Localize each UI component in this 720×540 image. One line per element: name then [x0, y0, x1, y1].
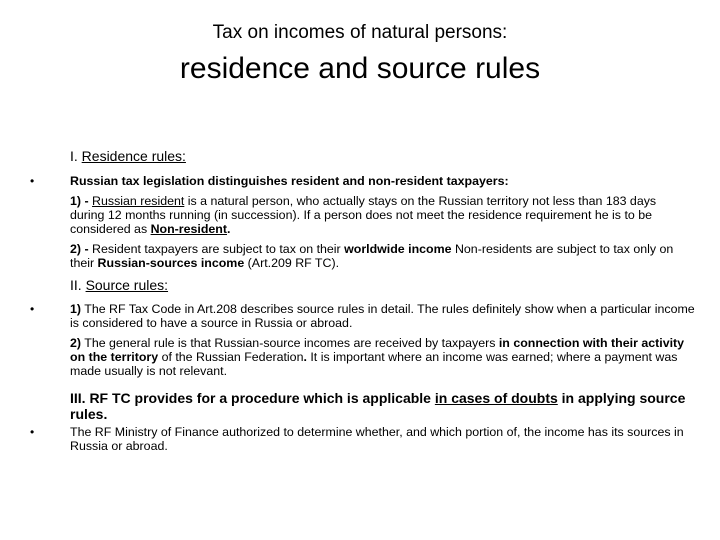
section1-intro: Russian tax legislation distinguishes resident and non-resident taxpayers:: [70, 174, 509, 188]
section1-item2-text2: Non-residents are subject to tax only on their: [70, 242, 674, 270]
section2-item-1: [70, 302, 700, 330]
section1-item-2: [70, 242, 695, 270]
section2-item2-text1: The general rule is that Russian-source incomes are received by taxpayers: [81, 336, 499, 350]
in-connection-term: in connection with their activity on the territory: [70, 336, 685, 364]
bullet-1: •: [30, 174, 35, 188]
bullet-2: •: [30, 302, 35, 316]
section2-heading-text: Source rules:: [85, 277, 169, 293]
section2-item2-prefix: 2): [70, 336, 82, 350]
section2-item1-prefix: 1): [70, 302, 82, 316]
worldwide-income-term: worldwide income: [344, 242, 452, 256]
section3-heading-text2: in applying source rules.: [70, 390, 686, 422]
section3-heading: [70, 390, 690, 422]
bullet-3: •: [30, 425, 35, 439]
section2-heading-prefix: II.: [70, 277, 86, 293]
section2-item2-period: .: [303, 350, 307, 364]
section1-heading: [70, 148, 186, 164]
russian-resident-term: Russian resident: [92, 194, 185, 208]
section1-item2-text3: (Art.209 RF TC).: [244, 256, 340, 270]
title-line-2: residence and source rules: [179, 52, 541, 85]
section3-heading-text1: III. RF TC provides for a procedure which is applicable: [70, 390, 435, 406]
section2-heading: [70, 277, 168, 293]
section1-heading-text: Residence rules:: [81, 148, 186, 164]
section1-item1-prefix: 1) -: [70, 194, 93, 208]
section2-item2-text2: of the Russian Federation: [158, 350, 304, 364]
section2-item2-text3: It is important where an income was earned; where a payment was made usually is not relevant.: [70, 350, 678, 378]
section2-item1-text: The RF Tax Code in Art.208 describes source rules in detail. The rules definitely show when a particular income is considered to have a source in Russia or abroad.: [70, 302, 695, 330]
section1-item-1: [70, 194, 688, 236]
section1-item2-text1: Resident taxpayers are subject to tax on their: [92, 242, 345, 256]
non-resident-term: Non-resident: [150, 222, 228, 236]
section2-item-2: [70, 336, 685, 378]
title-line-1: Tax on incomes of natural persons:: [212, 22, 508, 43]
russian-sources-income-term: Russian-sources income: [97, 256, 245, 270]
section1-item1-text: is a natural person, who actually stays on the Russian territory not less than 183 days during 12 months running (in succession). If a person does not meet the residence requirement he is to be considered as: [70, 194, 657, 236]
section1-item1-end: .: [227, 222, 231, 236]
section1-heading-prefix: I.: [70, 148, 82, 164]
section1-item2-prefix: 2) -: [70, 242, 93, 256]
in-cases-of-doubts-term: in cases of doubts: [434, 390, 558, 406]
section3-text: The RF Ministry of Finance authorized to determine whether, and which portion of, the income has its sources in Russia or abroad.: [70, 425, 684, 453]
